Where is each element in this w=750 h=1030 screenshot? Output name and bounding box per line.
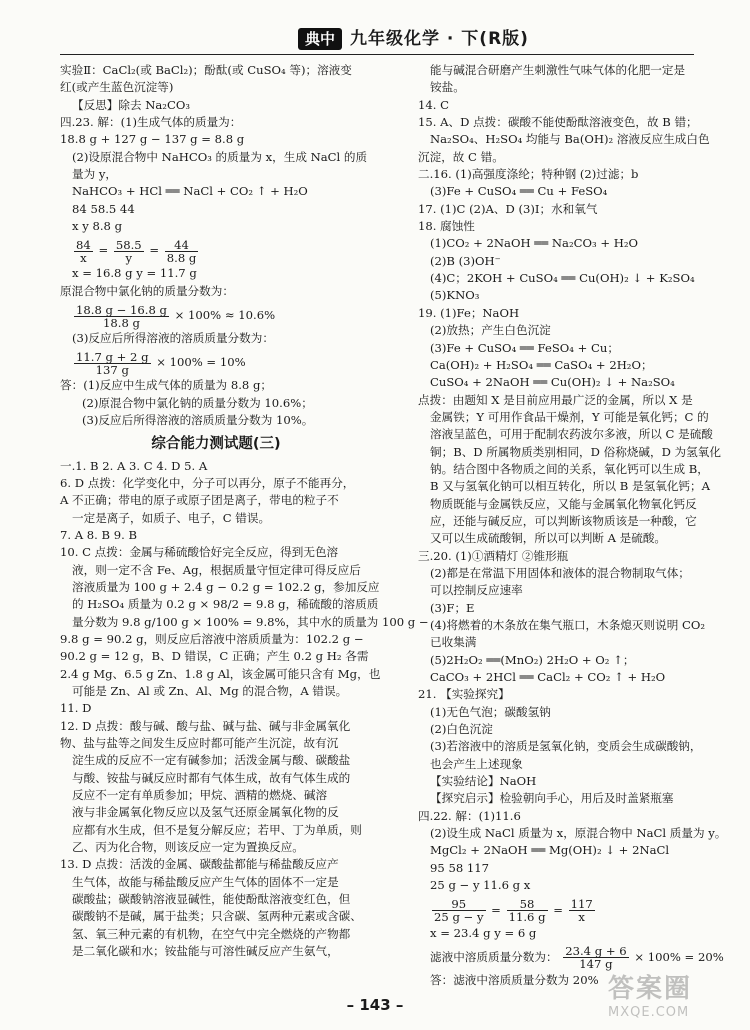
text-line: 点拨：由题知 X 是目前应用最广泛的金属，所以 X 是 xyxy=(418,392,693,407)
text-line: B 又与氢氧化钠可以相互转化，所以 B 是氢氧化钙；A xyxy=(430,479,710,494)
text-line: 2.4 g Mg、6.5 g Zn、1.8 g Al，该金属可能只含有 Mg，也 xyxy=(60,666,381,681)
left-mid2-block xyxy=(60,330,372,347)
left-answer-block xyxy=(60,377,372,429)
text-line: 的 H₂SO₄ 质量为 0.2 g × 98/2 = 9.8 g，稀硫酸的溶质质 xyxy=(72,597,379,612)
text-line: 物质既能与金属铁反应，又能与金属氧化物氧化钙反 xyxy=(430,496,697,511)
text-line: 能与碱混合研磨产生刺激性气味气体的化肥一定是 xyxy=(430,63,686,77)
page-number: – 143 – xyxy=(346,996,404,1014)
ratio-equation-right: $\frac{95}{25 g - y}$ = $\frac{58}{11.6 g}$ = $\frac{117}{x}$ xyxy=(434,897,593,924)
text-line: x = 16.8 g y = 11.7 g xyxy=(72,266,197,281)
text-line: 84 58.5 44 xyxy=(72,201,135,216)
text-line: 14. C xyxy=(418,97,449,112)
text-line: 已收集满 xyxy=(430,635,477,650)
text-line: 氢、氧三种元素的有机物，在空气中完全燃烧的产物都 xyxy=(72,926,351,941)
text-line: 碳酸盐；碳酸钠溶液显碱性，能使酚酞溶液变红色，但 xyxy=(72,892,351,907)
text-line: (4)C；2KOH + CuSO₄ ══ Cu(OH)₂ ↓ + K₂SO₄ xyxy=(430,271,695,286)
text-line: MgCl₂ + 2NaOH ══ Mg(OH)₂ ↓ + 2NaCl xyxy=(430,843,670,858)
text-line: (2)原混合物中氯化钠的质量分数为 10.6%； xyxy=(82,395,313,410)
text-line: 【实验结论】NaOH xyxy=(430,774,537,789)
text-line: CaCO₃ + 2HCl ══ CaCl₂ + CO₂ ↑ + H₂O xyxy=(430,670,666,685)
text-line: 【反思】除去 Na₂CO₃ xyxy=(72,97,190,112)
text-line: 11. D xyxy=(60,701,92,716)
text-line: 答：滤液中溶质质量分数为 20% xyxy=(430,972,599,987)
text-line: 应，还能与碱反应，可以判断该物质该是一种酸，它 xyxy=(430,513,697,528)
text-line: 金属铁；Y 可用作食品干燥剂，Y 可能是氧化钙；C 的 xyxy=(430,409,709,424)
ratio-equation-left: $\frac{84}{x}$ = $\frac{58.5}{y}$ = $\frac{44}{8.8 g}$ xyxy=(76,237,197,265)
text-line: 碳酸钠不是碱，属于盐类；只含碳、氢两种元素或含碳、 xyxy=(72,909,362,924)
text-line: 物、盐与盐等之间发生反应时都可能产生沉淀，故有沉 xyxy=(60,736,339,750)
text-line: 沉淀，故 C 错。 xyxy=(418,149,504,164)
header-rule xyxy=(60,54,694,55)
right-block-b xyxy=(418,925,736,942)
text-line: (3)若溶液中的溶质是氢氧化钠，变质会生成碳酸钠， xyxy=(430,739,702,754)
left-column xyxy=(60,62,429,960)
text-line: Ca(OH)₂ + H₂SO₄ ══ CaSO₄ + 2H₂O； xyxy=(430,357,653,372)
text-line: 95 58 117 xyxy=(430,860,490,875)
fraction-naCl-percent: $\frac{18.8 g - 16.8 g}{18.8 g}$ × 100% ≈ 10.6% xyxy=(76,302,276,330)
text-line: (3)F；E xyxy=(430,600,475,615)
left-top-block xyxy=(60,62,372,235)
text-line: 90.2 g = 12 g，B、D 错误，C 正确；产生 0.2 g H₂ 各需 xyxy=(60,649,369,664)
text-line: x y 8.8 g xyxy=(72,219,123,234)
text-line: Na₂SO₄、H₂SO₄ 均能与 Ba(OH)₂ 溶液反应生成白色 xyxy=(430,132,710,147)
text-line: (5)2H₂O₂ ══(MnO₂) 2H₂O + O₂ ↑； xyxy=(430,652,635,667)
text-line: CuSO₄ + 2NaOH ══ Cu(OH)₂ ↓ + Na₂SO₄ xyxy=(430,375,675,390)
text-line: 7. A 8. B 9. B xyxy=(60,527,138,542)
text-line: (2)放热；产生白色沉淀 xyxy=(430,323,551,338)
text-line: 可以控制反应速率 xyxy=(430,583,523,598)
text-line: 原混合物中氯化钠的质量分数为： xyxy=(60,283,234,298)
text-line: 21. 【实验探究】 xyxy=(418,687,510,702)
text-line: 9.8 g = 90.2 g，则反应后溶液中溶质质量为：102.2 g − xyxy=(60,631,364,646)
text-line: 淀生成的反应不一定有碱参加；活泼金属与酸、碳酸盐 xyxy=(72,753,351,768)
text-line: 三.20. (1)①酒精灯 ②锥形瓶 xyxy=(418,548,569,563)
text-line: 实验Ⅱ：CaCl₂(或 BaCl₂)；酚酞(或 CuSO₄ 等)；溶液变 xyxy=(60,63,352,77)
text-line: (2)设原混合物中 NaHCO₃ 的质量为 x，生成 NaCl 的质 xyxy=(72,149,368,164)
right-block-a xyxy=(418,62,736,895)
text-line: (2)设生成 NaCl 质量为 x，原混合物中 NaCl 质量为 y。 xyxy=(430,826,727,841)
text-line: x = 23.4 g y = 6 g xyxy=(430,925,537,940)
text-line: 【探究启示】检验朝向手心，用后及时盖紧瓶塞 xyxy=(430,791,674,806)
page-header xyxy=(0,0,750,58)
text-line: (1)CO₂ + 2NaOH ══ Na₂CO₃ + H₂O xyxy=(430,236,638,251)
text-line: 量为 y， xyxy=(72,167,118,182)
text-line: 溶液质量为 100 g + 2.4 g − 0.2 g = 102.2 g，参加反应 xyxy=(72,579,380,594)
text-line: 6. D 点拨：化学变化中，分子可以再分，原子不能再分， xyxy=(60,475,355,490)
right-column xyxy=(418,62,736,989)
text-line: 铵盐。 xyxy=(430,80,465,95)
text-line: 钠。结合图中各物质之间的关系，氧化钙可以生成 B， xyxy=(430,461,709,476)
text-line: 反应不一定有单质参加；甲烷、酒精的燃烧、碱溶 xyxy=(72,788,328,803)
text-line: A 不正确；带电的原子或原子团是离子，带电的粒子不 xyxy=(60,493,339,508)
text-line: 又可以生成硫酸铜，所以可以判断 A 是硫酸。 xyxy=(430,531,667,546)
text-line: 是二氧化碳和水；铵盐能与可溶性碱反应产生氨气， xyxy=(72,944,339,959)
text-line: 10. C 点拨：金属与稀硫酸恰好完全反应，得到无色溶 xyxy=(60,545,339,560)
text-line: 应都有水生成，但不是复分解反应；若甲、丁为单质，则 xyxy=(72,822,362,837)
text-line: (1)无色气泡；碳酸氢钠 xyxy=(430,704,551,719)
text-line: 答：(1)反应中生成气体的质量为 8.8 g； xyxy=(60,378,272,393)
text-line: 15. A、D 点拨：碳酸不能使酚酞溶液变色，故 B 错； xyxy=(418,115,698,130)
site-watermark: 答案圈 MXQE.COM xyxy=(608,974,693,1020)
section-title: 综合能力测试题(三) xyxy=(151,435,281,452)
text-line: (4)将燃着的木条放在集气瓶口，木条熄灭则说明 CO₂ xyxy=(430,618,706,632)
fraction-filtrate-percent: 滤液中溶质质量分数为： $\frac{23.4 g + 6}{147 g}$ × 100% = 20% xyxy=(430,944,724,972)
text-line: (2)都是在常温下用固体和液体的混合物制取气体； xyxy=(430,565,690,580)
left-bottom-block xyxy=(60,458,429,961)
text-line: (5)KNO₃ xyxy=(430,288,480,303)
text-line: 四.22. 解：(1)11.6 xyxy=(418,808,521,823)
left-mid-block xyxy=(60,265,372,300)
text-line: 12. D 点拨：酸与碱、酸与盐、碱与盐、碱与非金属氧化 xyxy=(60,718,351,733)
text-line: 25 g − y 11.6 g x xyxy=(430,878,531,893)
text-line: (3)Fe + CuSO₄ ══ FeSO₄ + Cu； xyxy=(430,340,619,355)
text-line: (3)反应后所得溶液的溶质质量分数为： xyxy=(72,331,274,346)
text-line: 铜；B、D 所属物质类别相同，D 俗称烧碱，D 为氢氧化 xyxy=(430,444,721,459)
text-line: 18.8 g + 127 g − 137 g = 8.8 g xyxy=(60,132,245,147)
text-line: NaHCO₃ + HCl ══ NaCl + CO₂ ↑ + H₂O xyxy=(72,184,308,199)
text-line: 17. (1)C (2)A、D (3)Ⅰ；水和氧气 xyxy=(418,201,598,216)
text-line: 量分数为 9.8 g/100 g × 100% = 9.8%，其中水的质量为 100 g − xyxy=(72,614,429,629)
text-line: 二.16. (1)高强度涤纶；特种钢 (2)过滤；b xyxy=(418,167,639,182)
text-line: 乙、丙为化合物，则该反应一定为置换反应。 xyxy=(72,840,304,855)
text-line: (2)B (3)OH⁻ xyxy=(430,253,501,268)
text-line: 四.23. 解：(1)生成气体的质量为： xyxy=(60,115,242,130)
book-logo: 典中 xyxy=(298,28,342,50)
text-line: 一.1. B 2. A 3. C 4. D 5. A xyxy=(60,458,208,473)
fraction-solution-percent: $\frac{11.7 g + 2 g}{137 g}$ × 100% = 10% xyxy=(76,349,246,377)
text-line: 溶液呈蓝色，可用于配制农药波尔多液，所以 C 是硫酸 xyxy=(430,427,713,442)
text-line: 可能是 Zn、Al 或 Zn、Al、Mg 的混合物，A 错误。 xyxy=(72,683,348,698)
text-line: (3)反应后所得溶液的溶质质量分数为 10%。 xyxy=(82,413,314,428)
text-line: 一定是离子，如质子、电子，C 错误。 xyxy=(72,510,271,525)
text-line: (2)白色沉淀 xyxy=(430,722,493,737)
text-line: (3)Fe + CuSO₄ ══ Cu + FeSO₄ xyxy=(430,184,608,199)
text-line: 液与非金属氧化物反应以及氢气还原金属氧化物的反 xyxy=(72,805,339,820)
text-line: 液，则一定不含 Fe、Ag，根据质量守恒定律可得反应后 xyxy=(72,562,361,577)
text-line: 生气体，故能与稀盐酸反应产生气体的固体不一定是 xyxy=(72,874,339,889)
text-line: 与酸、铵盐与碱反应时都有气体生成，故有气体生成的 xyxy=(72,770,351,785)
book-title: 九年级化学 · 下(R版) xyxy=(350,29,529,49)
text-line: 红(或产生蓝色沉淀等) xyxy=(60,80,174,95)
text-line: 也会产生上述现象 xyxy=(430,756,523,771)
text-line: 18. 腐蚀性 xyxy=(418,219,475,234)
text-line: 19. (1)Fe；NaOH xyxy=(418,305,520,320)
text-line: 13. D 点拨：活泼的金属、碳酸盐都能与稀盐酸反应产 xyxy=(60,857,339,872)
